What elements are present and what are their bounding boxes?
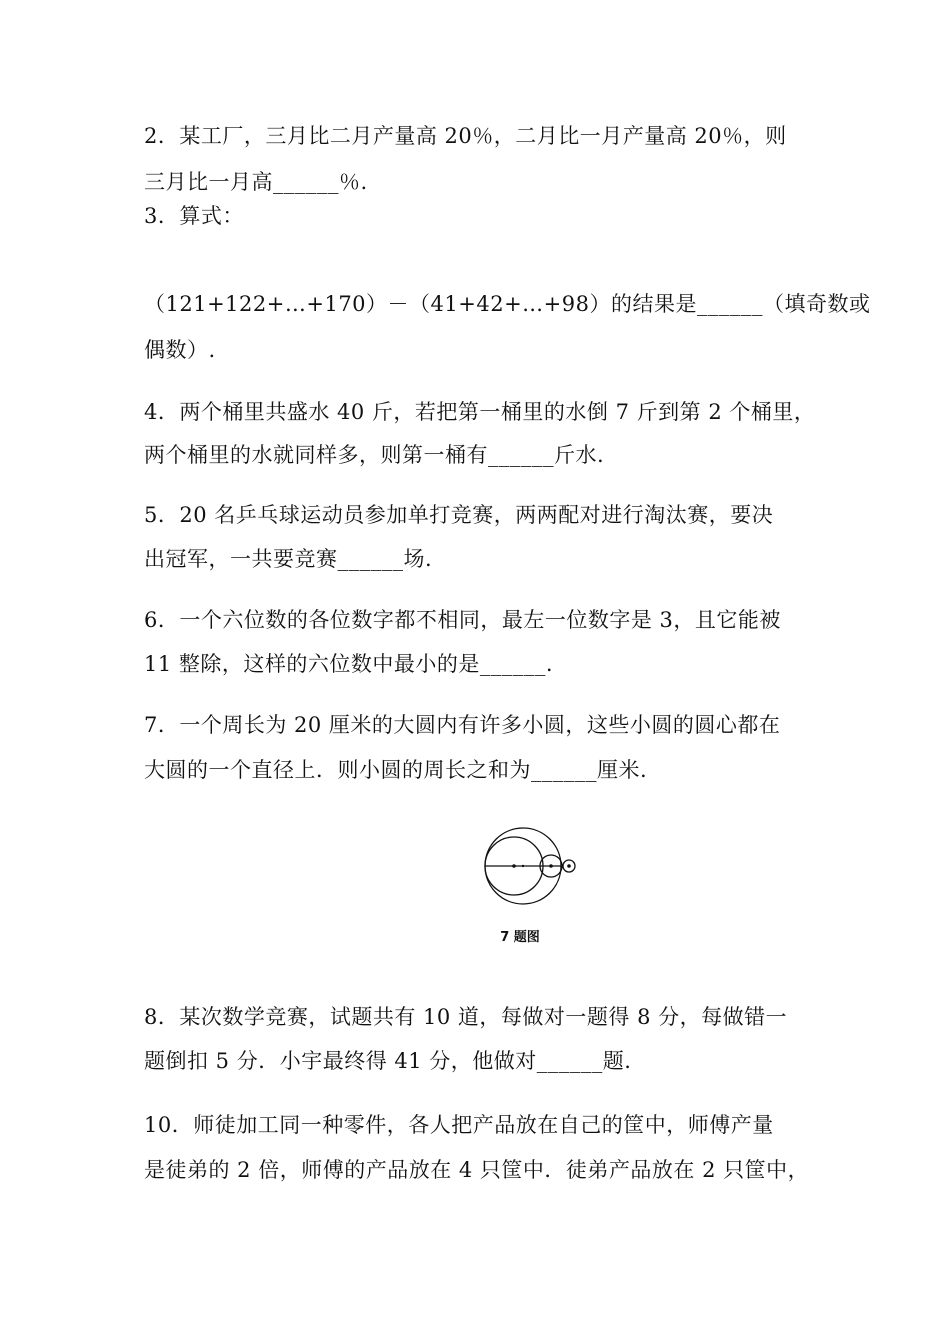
line-q6-b: 11 整除，这样的六位数中最小的是______. bbox=[144, 652, 554, 676]
line-q4-a: 4．两个桶里共盛水 40 斤，若把第一桶里的水倒 7 斤到第 2 个桶里， bbox=[144, 400, 816, 424]
center-dot-1 bbox=[512, 864, 516, 868]
line-q2-b: 三月比一月高______％. bbox=[144, 170, 368, 194]
line-q7-b: 大圆的一个直径上．则小圆的周长之和为______厘米. bbox=[144, 758, 648, 782]
line-q6-a: 6．一个六位数的各位数字都不相同，最左一位数字是 3，且它能被 bbox=[144, 608, 781, 632]
line-q3-c: 偶数）. bbox=[144, 338, 216, 362]
line-q2-a: 2．某工厂，三月比二月产量高 20％，二月比一月产量高 20％，则 bbox=[144, 124, 787, 148]
line-q7-a: 7．一个周长为 20 厘米的大圆内有许多小圆，这些小圆的圆心都在 bbox=[144, 713, 781, 737]
line-q5-b: 出冠军，一共要竞赛______场. bbox=[144, 547, 433, 571]
line-q3-a: 3．算式： bbox=[144, 204, 244, 228]
center-dot-big bbox=[522, 865, 524, 867]
line-q8-b: 题倒扣 5 分．小宇最终得 41 分，他做对______题. bbox=[144, 1049, 632, 1073]
center-dot-2 bbox=[549, 864, 553, 868]
line-q10-a: 10．师徒加工同一种零件，各人把产品放在自己的筐中，师傅产量 bbox=[144, 1113, 774, 1137]
figure-caption: 7 题图 bbox=[500, 930, 540, 945]
center-dot-3 bbox=[567, 864, 571, 868]
line-q4-b: 两个桶里的水就同样多，则第一桶有______斤水. bbox=[144, 443, 605, 467]
line-q5-a: 5．20 名乒乓球运动员参加单打竞赛，两两配对进行淘汰赛，要决 bbox=[144, 503, 774, 527]
circle-figure bbox=[480, 818, 580, 948]
line-q10-b: 是徒弟的 2 倍，师傅的产品放在 4 只筐中．徒弟产品放在 2 只筐中， bbox=[144, 1158, 810, 1182]
circle-diagram bbox=[480, 818, 580, 928]
line-q3-b: （121+122+…+170）－（41+42+…+98）的结果是______（填奇数或 bbox=[144, 292, 871, 316]
line-q8-a: 8．某次数学竞赛，试题共有 10 道，每做对一题得 8 分，每做错一 bbox=[144, 1005, 788, 1029]
